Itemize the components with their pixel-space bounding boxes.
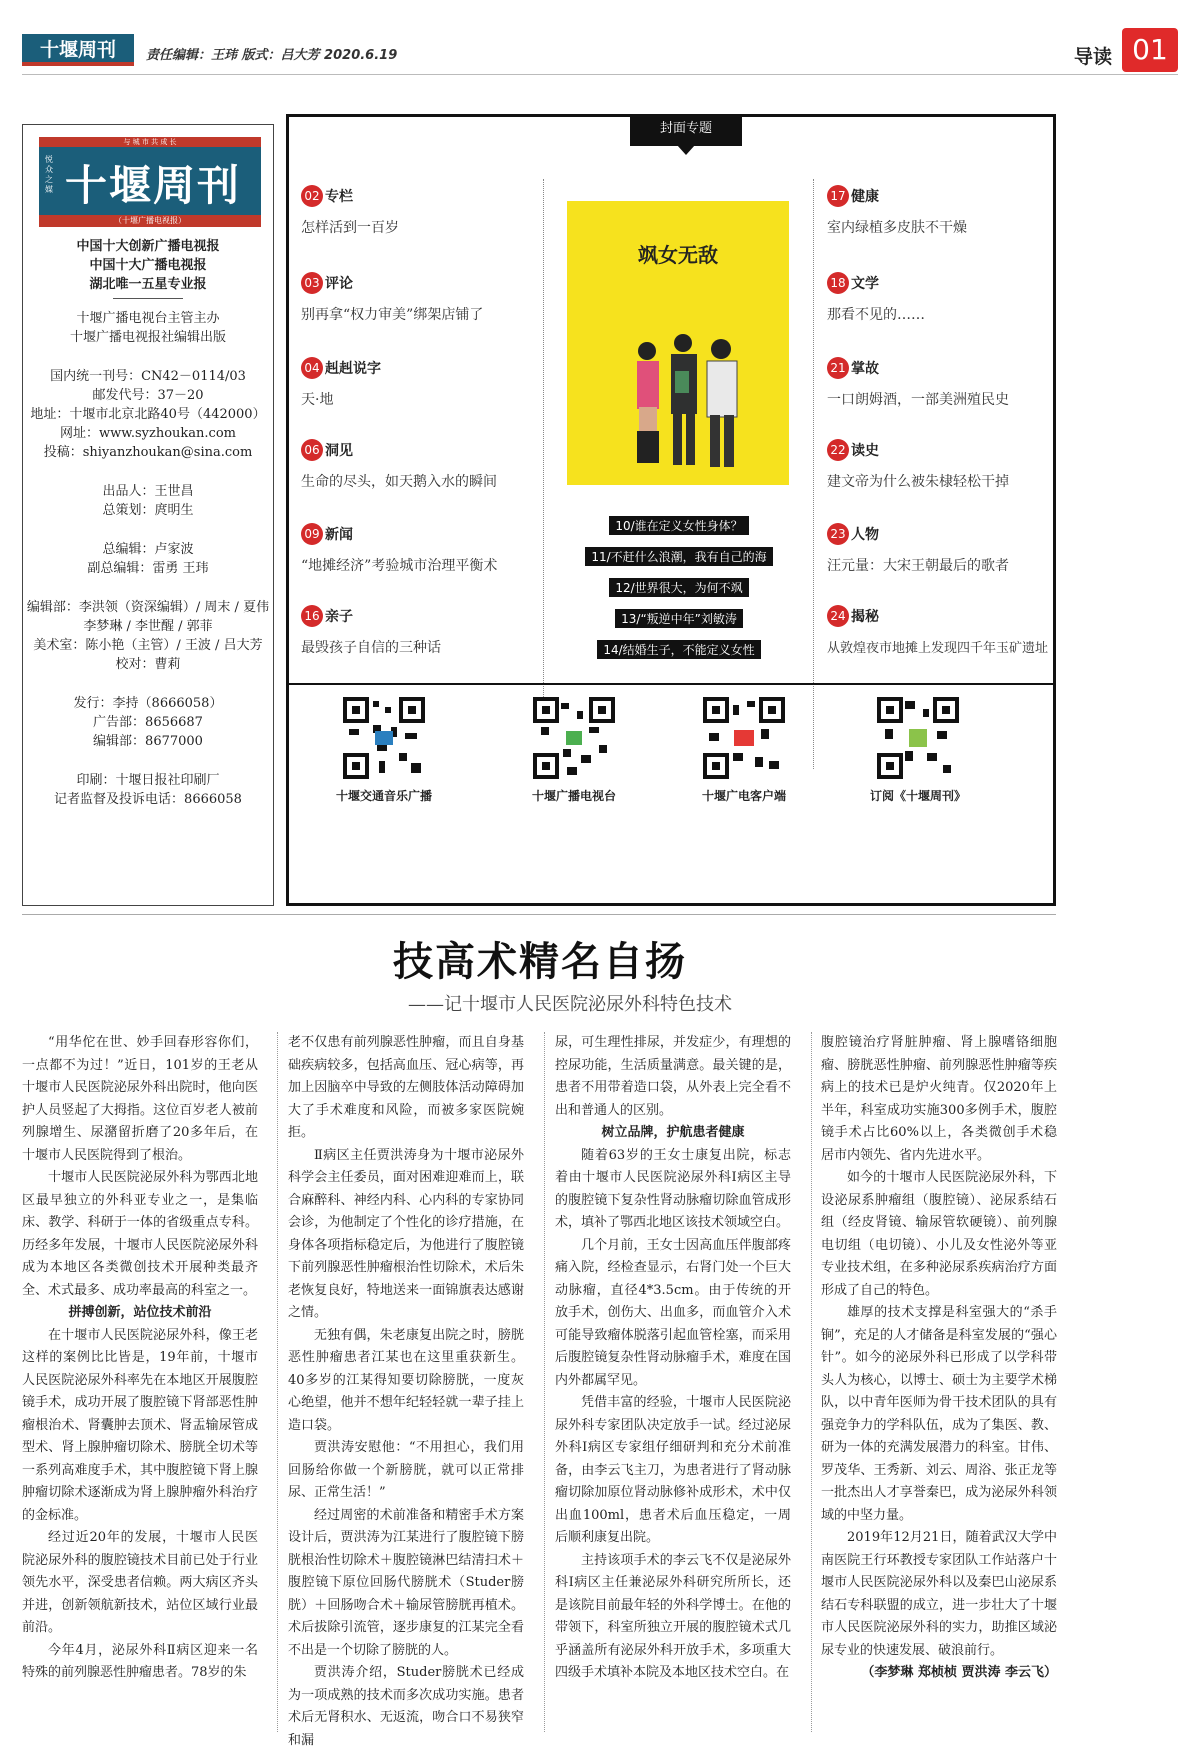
column-divider [543,179,544,769]
column-divider [811,1032,812,1732]
toc-section: 人物 [851,527,879,543]
toc-section: 文学 [851,276,879,292]
qr-code-icon [703,697,785,779]
cover-title: 飒女无敌 [638,243,718,267]
toc-title: 怎样活到一百岁 [301,220,399,236]
qr-block[interactable] [299,697,469,804]
pub-line: 邮发代号：37－20 [92,388,204,403]
cover-image [567,201,789,485]
toc-section: 专栏 [325,189,353,205]
publisher-line: 出品人：王世昌 [102,484,194,499]
qr-block[interactable] [833,697,1003,804]
toc-item[interactable] [827,605,1053,656]
toc-title: 建文帝为什么被朱棣轻松干掉 [827,474,1009,490]
paragraph: 贾洪涛安慰他：“不用担心，我们用回肠给你做一个新膀胱，就可以正常排尿、正常生活！” [288,1440,524,1500]
toc-title: “地摊经济”考验城市治理平衡术 [301,558,498,574]
paragraph: 2019年12月21日，随着武汉大学中南医院王行环教授专家团队工作站落户十堰市人民医院泌尿外科以及秦巴山泌尿系结石专科联盟的成立，进一步壮大了十堰市人民医院泌尿外科的实力，助推区域泌尿专业的快速发展、破浪前行。 [821,1530,1057,1658]
qr-code-icon [533,697,615,779]
logo-subtitle: （十堰广播电视报） [39,215,261,227]
toc-page-number: 06 [301,439,323,461]
masthead-box [22,124,274,906]
paragraph: 如今的十堰市人民医院泌尿外科，下设泌尿系肿瘤组（腹腔镜）、泌尿系结石组（经皮肾镜、输尿管软硬镜）、前列腺电切组（电切镜）、小儿及女性泌外等亚专业技术组，在多种泌尿系疾病治疗方面形成了自己的特色。 [821,1170,1057,1298]
toc-item[interactable] [827,357,1057,409]
toc-item[interactable] [827,523,1057,575]
sponsor-line: 十堰广播电视台主管主办 [76,311,220,326]
header-guide: 导读 [1073,46,1112,68]
toc-title: 别再拿“权力审美”绑架店铺了 [301,307,484,323]
header-rule [22,74,1178,75]
cover-story-item[interactable]: 14/结婚生子，不能定义女性 [597,640,760,659]
toc-page-number: 03 [301,272,323,294]
qr-block[interactable] [489,697,659,804]
divider [113,298,183,299]
toc-title: 室内绿植多皮肤不干燥 [827,220,967,236]
qr-label: 十堰交通音乐广播 [335,789,432,803]
article-rule [22,914,1056,915]
paragraph: “用华佗在世、妙手回春形容你们，一点都不为过！”近日，101岁的王老从十堰市人民医院泌尿外科出院时，他向医护人员竖起了大拇指。这位百岁老人被前列腺增生、尿潴留折磨了20多年后，在十堰市人民医院得到了根治。 [22,1035,258,1163]
article-authors: （李梦琳 郑桢桢 贾洪涛 李云飞） [861,1665,1057,1680]
toc-title: 汪元量：大宋王朝最后的歌者 [827,558,1009,574]
paragraph: 今年4月，泌尿外科Ⅱ病区迎来一名特殊的前列腺恶性肿瘤患者。78岁的朱 [22,1642,258,1680]
paragraph: 腹腔镜治疗肾脏肿瘤、肾上腺嗜铬细胞瘤、膀胱恶性肿瘤、前列腺恶性肿瘤等疾病上的技术已是炉火纯青。仅2020年上半年，科室成功实施300多例手术，腹腔镜手术占比60%以上，各类微创手术稳居市内领先、省内先进水平。 [821,1035,1057,1163]
honor-line: 湖北唯一五星专业报 [89,277,207,292]
paragraph: Ⅱ病区主任贾洪涛身为十堰市泌尿外科学会主任委员，面对困难迎难而上，联合麻醉科、神经内科、心内科的专家协同会诊，为他制定了个性化的诊疗措施，在身体各项指标稳定后，为他进行了腹腔镜下前列腺恶性肿瘤根治性切除术，术后朱老恢复良好，特地送来一面锦旗表达感谢之情。 [288,1147,524,1320]
toc-item[interactable] [301,605,531,657]
toc-section: 洞见 [325,443,353,459]
qr-label: 十堰广电客户端 [701,789,786,803]
toc-item[interactable] [301,185,531,237]
qr-divider [289,683,1053,685]
contact-line: 发行：李持（8666058） [73,696,223,711]
toc-page-number: 22 [827,439,849,461]
pub-line: 投稿：shiyanzhoukan@sina.com [43,445,253,460]
cover-story-item[interactable]: 11/不赶什么浪潮，我有自己的海 [585,547,772,566]
toc-item[interactable] [827,439,1057,491]
toc-page-number: 21 [827,357,849,379]
article-column-4 [821,1032,1057,1685]
paragraph: 雄厚的技术支撑是科室强大的“杀手锏”，充足的人才储备是科室发展的“强心针”。如今的泌尿外科已形成了以学科带头人为核心，以博士、硕士为主要学术梯队，以中青年医师为骨干技术团队的具有强竞争力的学科队伍，成为了集医、教、研为一体的充满发展潜力的科室。甘伟、罗茂华、王秀新、刘云、周浴、张正龙等一批杰出人才享誉秦巴，成为泌尿外科领域的中坚力量。 [821,1305,1057,1523]
header-info: 责任编辑：王玮 版式：吕大芳 2020.6.19 [146,48,398,63]
editor-line: 总编辑：卢家波 [102,542,194,557]
toc-section: 赳赳说字 [325,361,381,377]
page-number: 01 [1122,28,1178,72]
staff-line: 美术室：陈小艳（主管）/ 王波 / 吕大芳 [33,638,263,653]
qr-label: 十堰广播电视台 [531,789,616,803]
toc-section: 新闻 [325,527,353,543]
header-logo: 十堰周刊 [22,34,134,66]
toc-page-number: 09 [301,523,323,545]
article-column-3 [555,1032,791,1685]
toc-title: 那看不见的…… [827,307,925,323]
column-divider [813,179,814,769]
toc-item[interactable] [827,272,1057,324]
toc-section: 亲子 [325,609,353,625]
cover-story-item[interactable]: 13/“叛逆中年”刘敏涛 [615,609,743,628]
qr-label: 订阅《十堰周刊》 [869,789,966,803]
pub-line: 网址：www.syzhoukan.com [60,426,236,441]
toc-section: 读史 [851,443,879,459]
article-column-2 [288,1032,524,1752]
paragraph: 经过近20年的发展，十堰市人民医院泌尿外科的腹腔镜技术目前已处于行业领先水平，深受患者信赖。两大病区齐头并进，创新领航新技术，站位区域行业最前沿。 [22,1530,258,1635]
toc-item[interactable] [301,272,531,324]
toc-title: 天·地 [301,392,334,408]
editor-line: 副总编辑：雷勇 王玮 [87,561,209,576]
paragraph: 贾洪涛介绍，Studer膀胱术已经成为一项成熟的技术而多次成功实施。患者术后无肾积水、无返流，吻合口不易狭窄和漏 [288,1665,524,1748]
toc-item[interactable] [301,357,531,409]
column-divider [544,1032,545,1732]
logo-side-text: 悦 众 之 媒 [45,155,53,194]
toc-page-number: 24 [827,605,849,627]
contact-line: 编辑部：8677000 [93,734,203,749]
paragraph: 随着63岁的王女士康复出院，标志着由十堰市人民医院泌尿外科Ⅰ病区主导的腹腔镜下复杂性肾动脉瘤切除血管成形术，填补了鄂西北地区该技术领域空白。 [555,1147,791,1230]
paragraph: 老不仅患有前列腺恶性肿瘤，而且自身基础疾病较多，包括高血压、冠心病等，再加上因脑卒中导致的左侧肢体活动障碍加大了手术难度和风险，而被多家医院婉拒。 [288,1035,524,1140]
printing-line: 印刷：十堰日报社印刷厂 [76,773,220,788]
toc-item[interactable] [301,523,531,575]
staff-line: 校对：曹莉 [115,657,181,672]
paragraph: 凭借丰富的经验，十堰市人民医院泌尿外科专家团队决定放手一试。经过泌尿外科Ⅰ病区专家组仔细研判和充分术前准备，由李云飞主刀，为患者进行了肾动脉瘤切除加原位肾动脉修补成形术，术中仅出血100ml，患者术后血压稳定，一周后顺利康复出院。 [555,1395,791,1545]
toc-page-number: 04 [301,357,323,379]
paragraph: 十堰市人民医院泌尿外科为鄂西北地区最早独立的外科亚专业之一，是集临床、教学、科研于一体的省级重点专科。历经多年发展，十堰市人民医院泌尿外科成为本地区各类微创技术开展种类最齐全、术式最多、成功率最高的科室之一。 [22,1170,258,1298]
paragraph: 尿，可生理性排尿，并发症少，有理想的控尿功能，生活质量满意。最关键的是，患者不用带着造口袋，从外表上完全看不出和普通人的区别。 [555,1035,791,1118]
qr-block[interactable] [659,697,829,804]
staff-line: 李梦琳 / 李世醒 / 郭菲 [83,619,213,634]
toc-page-number: 23 [827,523,849,545]
toc-title: 最毁孩子自信的三种话 [301,640,441,656]
page-header [22,28,1178,78]
pub-line: 国内统一刊号：CN42－0114/03 [50,369,246,384]
cover-story-item[interactable]: 10/谁在定义女性身体？ [609,516,748,535]
article-subtitle: ——记十堰市人民医院泌尿外科特色技术 [408,994,732,1015]
toc-title: 一口朗姆酒，一部美洲殖民史 [827,392,1009,408]
toc-page-number: 17 [827,185,849,207]
toc-title: 生命的尽头，如天鹅入水的瞬间 [301,474,497,490]
masthead-details [23,237,273,809]
article-column-1 [22,1032,258,1685]
honor-line: 中国十大广播电视报 [89,258,207,273]
section-heading: 拼搏创新，站位技术前沿 [68,1305,212,1320]
paragraph: 几个月前，王女士因高血压伴腹部疼痛入院，经检查显示，右肾门处一个巨大动脉瘤，直径4*3.5cm。由于传统的开放手术，创伤大、出血多，而血管介入术可能导致瘤体脱落引起血管栓塞，而采用后腹腔镜复杂性肾动脉瘤手术，难度在国内外都属罕见。 [555,1237,791,1388]
cover-feature-box [286,114,1056,906]
toc-page-number: 16 [301,605,323,627]
toc-item[interactable] [301,439,531,491]
pub-line: 地址：十堰市北京北路40号（442000） [30,407,266,422]
paragraph: 在十堰市人民医院泌尿外科，像王老这样的案例比比皆是，19年前，十堰市人民医院泌尿外科率先在本地区开展腹腔镜手术，成功开展了腹腔镜下肾部恶性肿瘤根治术、肾囊肿去顶术、肾盂输尿管成型术、肾上腺肿瘤切除术、膀胱全切术等一系列高难度手术，其中腹腔镜下肾上腺肿瘤切除术逐渐成为肾上腺肿瘤外科治疗的金标准。 [22,1327,258,1523]
contact-line: 广告部：8656687 [93,715,203,730]
paragraph: 经过周密的术前准备和精密手术方案设计后，贾洪涛为江某进行了腹腔镜下膀胱根治性切除术＋腹腔镜淋巴结清扫术＋腹腔镜下原位回肠代膀胱术（Studer膀胱）＋回肠吻合术＋输尿管膀胱再植术。术后拔除引流管，逐步康复的江某完全看不出是一个切除了膀胱的人。 [288,1507,524,1658]
qr-code-icon [343,697,425,779]
toc-section: 评论 [325,276,353,292]
toc-section: 掌故 [851,361,879,377]
staff-line: 编辑部：李洪领（资深编辑）/ 周末 / 夏伟 [26,600,270,615]
cover-illustration [567,201,789,485]
qr-code-icon [877,697,959,779]
section-heading: 树立品牌，护航患者健康 [601,1125,745,1140]
logo-name: 十堰周刊 [65,161,242,210]
paragraph: 无独有偶，朱老康复出院之时，膀胱恶性肿瘤患者江某也在这里重获新生。40多岁的江某得知要切除膀胱，一度灰心绝望，他并不想年纪轻轻就一辈子挂上造口袋。 [288,1327,524,1433]
paragraph: 主持该项手术的李云飞不仅是泌尿外科Ⅰ病区主任兼泌尿外科研究所所长，还是该院目前最年轻的外科学博士。在他的带领下，科室所独立开展的腹腔镜术式几乎涵盖所有泌尿外科开放手术，多项重大四级手术填补本院及本地区技术空白。在 [555,1552,791,1680]
toc-page-number: 02 [301,185,323,207]
cover-story-item[interactable]: 12/世界很大，为何不飒 [609,578,748,597]
honor-line: 中国十大创新广播电视报 [76,239,220,254]
toc-title: 从敦煌夜市地摊上发现四千年玉矿遗址 [827,641,1049,656]
toc-page-number: 18 [827,272,849,294]
toc-section: 揭秘 [851,609,879,625]
sponsor-line: 十堰广播电视报社编辑出版 [69,330,226,345]
toc-section: 健康 [851,189,879,205]
article-title: 技高术精名自扬 [393,938,687,985]
feature-tab: 封面专题 [630,114,742,146]
column-divider [277,1032,278,1732]
publisher-line: 总策划：庹明生 [102,503,194,518]
toc-item[interactable] [827,185,1057,237]
cover-story-list [549,515,809,670]
masthead-logo [39,137,261,227]
logo-slogan: 与 城 市 共 成 长 [39,137,261,147]
printing-line: 记者监督及投诉电话：8666058 [54,792,242,807]
